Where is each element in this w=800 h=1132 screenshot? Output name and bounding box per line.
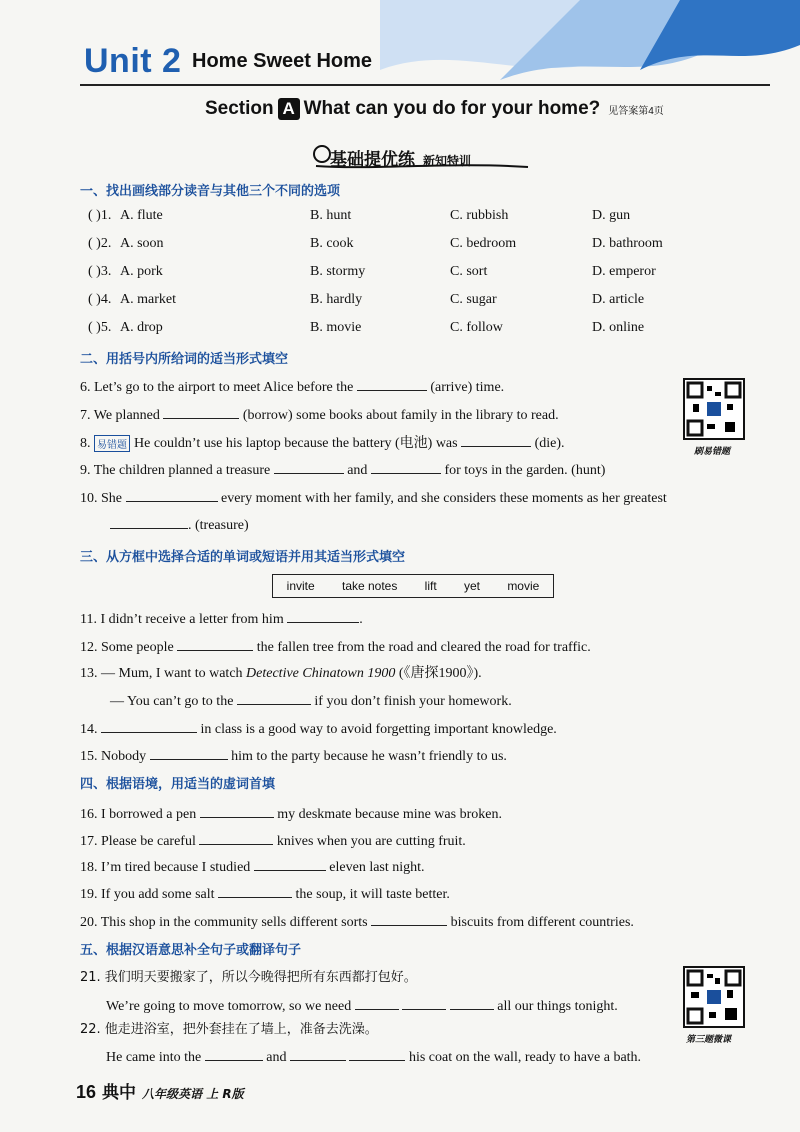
question-11 [80,608,363,628]
q17-text: 17. Please be careful [80,834,196,849]
question-number[interactable]: ( )2. [88,236,112,251]
question-13-reply [110,690,512,710]
question-17 [80,830,466,850]
q13-text-2: (《唐探1900》). [398,666,482,681]
q21-text: We’re going to move tomorrow, so we need [106,999,352,1014]
q17-blank[interactable] [199,830,273,845]
word-box [272,574,554,598]
q9-hint: for toys in the garden. (hunt) [444,463,606,478]
qr-caption-2: 第三题微课 [686,1035,732,1045]
question-number[interactable]: ( )5. [88,320,112,335]
qr-code-2[interactable] [683,966,745,1028]
question-number[interactable]: ( )4. [88,292,112,307]
q14-blank[interactable] [101,718,197,733]
q13-text: 13. — Mum, I want to watch [80,666,243,681]
publisher-logo: 典中 [102,1083,137,1103]
question-19 [80,883,450,903]
option-a: A. soon [120,236,164,251]
question-number[interactable]: ( )3. [88,264,112,279]
qr-pattern-1 [685,380,743,438]
q8-blank[interactable] [461,432,531,447]
q12-blank[interactable] [177,636,253,651]
question-10 [80,487,667,507]
option-c: C. follow [450,320,503,335]
header-rule [80,84,770,86]
q21-blank-2[interactable] [402,995,446,1010]
question-22-chinese: 22. 他走进浴室，把外套挂在了墙上，准备去洗澡。 [80,1022,378,1037]
q22-blank-3[interactable] [349,1046,405,1061]
option-c: C. sugar [450,292,497,307]
option-a: A. flute [120,208,163,223]
part1-heading: 一、找出画线部分读音与其他三个不同的选项 [80,184,341,199]
unit-number: Unit 2 [84,42,182,80]
option-b: B. hunt [310,208,352,223]
option-c: C. bedroom [450,236,517,251]
q20-text-2: biscuits from different countries. [450,915,634,930]
q6-text: 6. Let’s go to the airport to meet Alice before the [80,380,354,395]
option-c: C. sort [450,264,488,279]
q13-reply-text-2: if you don’t finish your homework. [314,694,512,709]
word-option: invite [286,579,315,593]
qr-code-1[interactable] [683,378,745,440]
q8-number: 8. [80,436,91,451]
q22-text: He came into the [106,1050,202,1065]
q10-blank-2[interactable] [110,514,188,529]
option-d: D. gun [592,208,631,223]
q21-blank-1[interactable] [355,995,399,1010]
q22-text-2: his coat on the wall, ready to have a bath. [408,1050,642,1065]
decorative-wave [380,0,800,95]
question-number[interactable]: ( )1. [88,208,112,223]
q18-text: 18. I’m tired because I studied [80,860,251,875]
q11-end: . [359,612,363,627]
question-15 [80,745,507,765]
q16-text: 16. I borrowed a pen [80,807,197,822]
q13-blank[interactable] [237,690,311,705]
option-b: B. movie [310,320,362,335]
banner-title [330,145,471,170]
option-b: B. hardly [310,292,363,307]
q12-text-2: the fallen tree from the road and cleared the road for traffic. [256,640,591,655]
q22-blank-2[interactable] [290,1046,346,1061]
q22-and: and [266,1050,287,1065]
q7-text: 7. We planned [80,408,160,423]
q15-blank[interactable] [150,745,228,760]
option-d: D. article [592,292,645,307]
q7-hint: (borrow) some books about family in the library to read. [242,408,559,423]
q10-text: 10. She [80,491,122,506]
word-option: lift [424,579,437,593]
q7-blank[interactable] [163,404,239,419]
q19-text-2: the soup, it will taste better. [295,887,450,902]
q10-blank-1[interactable] [126,487,218,502]
q12-text: 12. Some people [80,640,174,655]
q6-blank[interactable] [357,376,427,391]
q9-blank-1[interactable] [274,459,344,474]
q8-text: He couldn’t use his laptop because the battery (电池) was [134,436,458,451]
word-option: movie [507,579,540,593]
q21-blank-3[interactable] [450,995,494,1010]
banner-title-text: 基础提优练 [330,150,415,170]
q9-and: and [347,463,368,478]
question-12 [80,636,591,656]
question-16 [80,803,502,823]
q19-text: 19. If you add some salt [80,887,215,902]
page-footer [76,1078,244,1103]
q13-reply-text: — You can’t go to the [110,694,234,709]
word-option: take notes [341,579,398,593]
q10-hint: . (treasure) [188,518,249,533]
question-18 [80,856,425,876]
word-option: yet [463,579,480,593]
option-c: C. rubbish [450,208,509,223]
question-21 [106,995,618,1015]
q16-blank[interactable] [200,803,274,818]
q9-text: 9. The children planned a treasure [80,463,271,478]
q8-hint: (die). [534,436,565,451]
banner-subtitle: 新知特训 [423,154,472,168]
q11-blank[interactable] [287,608,359,623]
q20-text: 20. This shop in the community sells different sorts [80,915,368,930]
part2-heading: 二、用括号内所给词的适当形式填空 [80,352,289,367]
error-prone-tag: 易错题 [94,435,130,452]
q11-text: 11. I didn’t receive a letter from him [80,612,284,627]
q15-text: 15. Nobody [80,749,147,764]
q18-blank[interactable] [254,856,326,871]
option-d: D. bathroom [592,236,663,251]
q6-hint: (arrive) time. [430,380,505,395]
page-header [0,0,800,100]
q19-blank[interactable] [218,883,292,898]
question-22 [106,1046,641,1066]
option-a: A. pork [120,264,163,279]
q16-text-2: my deskmate because mine was broken. [277,807,502,822]
q14-number: 14. [80,722,98,737]
option-a: A. market [120,292,176,307]
q9-blank-2[interactable] [371,459,441,474]
option-d: D. emperor [592,264,656,279]
question-21-chinese: 21. 我们明天要搬家了，所以今晚得把所有东西都打包好。 [80,970,417,985]
section-letter: A [278,98,300,120]
part3-heading: 三、从方框中选择合适的单词或短语并用其适当形式填空 [80,550,406,565]
q13-film-title: Detective Chinatown 1900 [246,666,396,681]
book-title: 八年级英语 上 R版 [142,1087,244,1101]
section-prefix: Section [205,98,274,119]
question-6 [80,376,504,396]
q15-text-2: him to the party because he wasn’t friendly to us. [231,749,507,764]
section-title: What can you do for your home? [303,98,601,119]
answer-reference: 见答案第4页 [608,106,664,117]
q18-text-2: eleven last night. [329,860,425,875]
question-14 [80,718,557,738]
option-a: A. drop [120,320,163,335]
q10-text-2: every moment with her family, and she considers these moments as her greatest [221,491,667,506]
question-9 [80,459,605,479]
part4-heading: 四、根据语境，用适当的虚词首填 [80,777,276,792]
question-8 [80,432,565,452]
unit-title: Home Sweet Home [192,50,373,72]
question-7 [80,404,559,424]
option-b: B. stormy [310,264,366,279]
q14-text: in class is a good way to avoid forgetting important knowledge. [200,722,557,737]
question-10-cont [110,514,249,534]
q21-text-2: all our things tonight. [497,999,618,1014]
section-title-row [205,98,664,120]
question-13 [80,662,482,682]
option-d: D. online [592,320,645,335]
part5-heading: 五、根据汉语意思补全句子或翻译句子 [80,943,302,958]
option-b: B. cook [310,236,354,251]
qr-caption-1: 刷易错题 [694,447,731,457]
q17-text-2: knives when you are cutting fruit. [276,834,466,849]
question-20 [80,911,634,931]
q20-blank[interactable] [371,911,447,926]
q22-blank-1[interactable] [205,1046,263,1061]
page-number: 16 [76,1082,97,1102]
qr-pattern-2 [685,968,743,1026]
